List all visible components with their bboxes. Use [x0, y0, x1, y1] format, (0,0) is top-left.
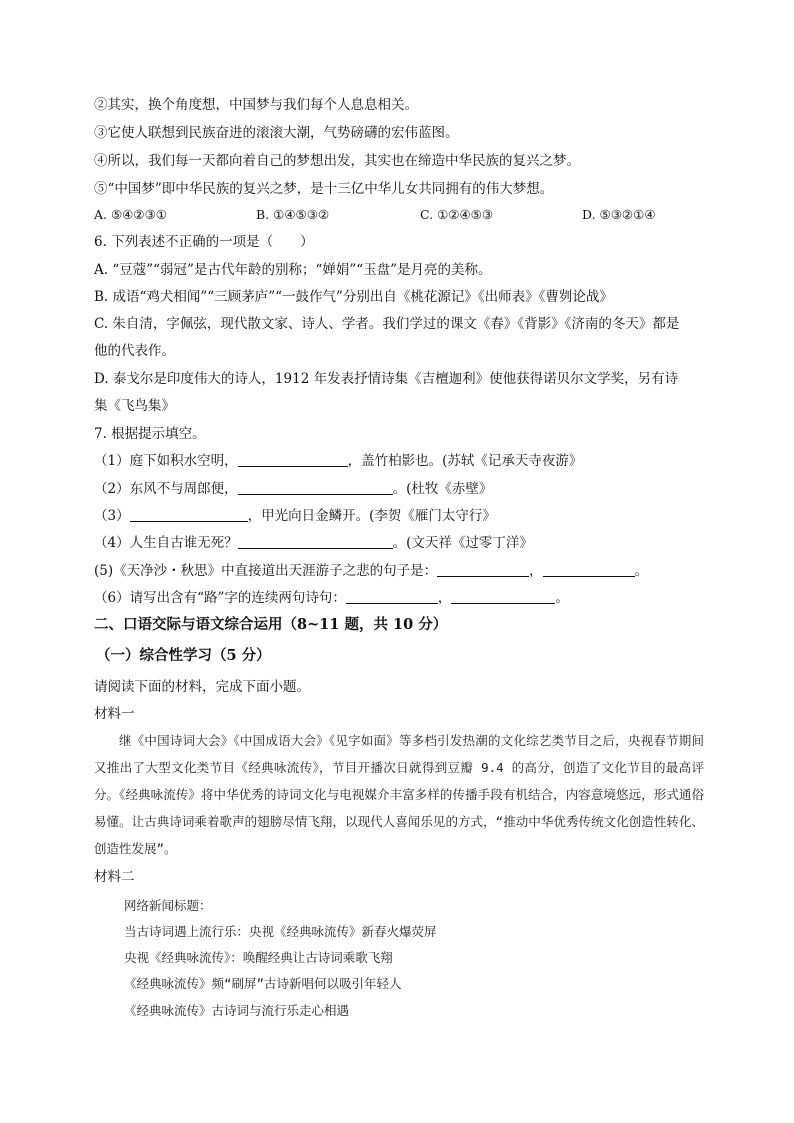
- q6-option-d-line1: D. 泰戈尔是印度伟大的诗人，1912 年发表抒情诗集《吉檀迦利》使他获得诺贝尔文学奖，另有诗: [94, 371, 679, 387]
- section-heading: 二、口语交际与语文综合运用（8~11 题，共 10 分）: [94, 616, 448, 633]
- q7-2-prefix: （2）东风不与周郎便，: [94, 481, 238, 497]
- material-1-paragraph: 继《中国诗词大会》《中国成语大会》《见字如面》等多档引发热潮的文化综艺类节目之后，央视春节期间又推出了大型文化类节目《经典咏流传》，节目开播次日就得到豆瓣 9.4 的高分，创造了文化节目的最高评分。《经典咏流传》将中华优秀的诗词文化与电视媒介丰富多样的传播手段有机结合，内容意境悠远，形式通俗易懂。让古典诗词乘着歌声的翅膀尽情飞翔，以现代人喜闻乐见的方式，“推动中华优秀传统文化创造性转化、创造性发展”。: [94, 733, 704, 856]
- q7-1-prefix: （1）庭下如积水空明，: [94, 453, 238, 469]
- q7-6-period: 。: [555, 590, 569, 606]
- sentence-3: ③它使人联想到民族奋进的滚滚大潮，气势磅礴的宏伟蓝图。: [94, 125, 459, 141]
- q7-item-4: [94, 533, 533, 553]
- answer-blank[interactable]: [238, 452, 348, 467]
- answer-blank[interactable]: [543, 562, 635, 577]
- q7-6-prefix: （6）请写出含有“路”字的连续两句诗句：: [94, 590, 346, 606]
- q6-option-c-line1: C. 朱自清，字佩弦，现代散文家、诗人、学者。我们学过的课文《春》《背影》《济南的冬天》都是: [94, 316, 680, 332]
- q7-item-3: [94, 506, 496, 526]
- answer-blank[interactable]: [451, 589, 555, 604]
- q7-item-5: [94, 561, 648, 581]
- q7-2-suffix: 。(杜牧《赤壁》: [392, 481, 493, 497]
- reading-instruction: 请阅读下面的材料，完成下面小题。: [94, 679, 310, 695]
- answer-blank[interactable]: [437, 562, 529, 577]
- subsection-heading: （一）综合性学习（5 分）: [96, 647, 271, 664]
- q6-option-c-line2: 他的代表作。: [94, 343, 175, 359]
- news-headline: 央视《经典咏流传》：唤醒经典让古诗词乘歌飞翔: [124, 950, 393, 965]
- q7-5-comma: ，: [529, 563, 543, 579]
- q7-item-1: [94, 451, 582, 471]
- material-1-text: [94, 727, 704, 862]
- answer-blank[interactable]: [238, 480, 393, 495]
- option-d: D. ⑤③②①④: [582, 207, 656, 222]
- q7-5-period: 。: [634, 563, 649, 579]
- option-b: B. ①④⑤③②: [256, 207, 330, 222]
- answer-blank[interactable]: [346, 589, 438, 604]
- answer-blank[interactable]: [130, 507, 248, 522]
- material-1-label: 材料一: [94, 706, 135, 722]
- news-headline: 当古诗词遇上流行乐：央视《经典咏流传》新春火爆荧屏: [124, 924, 437, 939]
- q7-4-prefix: （4）人生自古谁无死？: [94, 535, 238, 551]
- news-headline: 《经典咏流传》频“刷屏”古诗新唱何以吸引年轻人: [124, 976, 402, 991]
- answer-blank[interactable]: [238, 534, 393, 549]
- option-c: C. ①②④⑤③: [420, 207, 494, 222]
- q7-stem: 7. 根据提示填空。: [94, 426, 206, 442]
- sentence-2: ②其实，换个角度想，中国梦与我们每个人息息相关。: [94, 97, 418, 113]
- q7-item-6: [94, 588, 569, 608]
- q6-option-a: A. “豆蔻”“弱冠”是古代年龄的别称；“婵娟”“玉盘”是月亮的美称。: [94, 262, 492, 278]
- sentence-5: ⑤“中国梦”即中华民族的复兴之梦，是十三亿中华儿女共同拥有的伟大梦想。: [94, 181, 554, 197]
- sentence-4: ④所以，我们每一天都向着自己的梦想出发，其实也在缔造中华民族的复兴之梦。: [94, 153, 580, 169]
- news-title-label: 网络新闻标题：: [124, 898, 212, 913]
- news-headline: 《经典咏流传》古诗词与流行乐走心相遇: [124, 1003, 350, 1018]
- q7-4-suffix: 。(文天祥《过零丁洋》: [392, 535, 533, 551]
- q7-item-2: [94, 479, 492, 499]
- q6-stem: 6. 下列表述不正确的一项是（ ）: [94, 234, 314, 250]
- q7-5-prefix: (5)《天净沙・秋思》中直接道出天涯游子之悲的句子是：: [94, 563, 438, 579]
- q7-3-prefix: （3）: [94, 508, 130, 524]
- q6-option-d-line2: 集《飞鸟集》: [94, 398, 175, 414]
- q7-6-comma: ，: [437, 590, 452, 606]
- material-2-label: 材料二: [94, 869, 135, 885]
- q7-3-suffix: ，甲光向日金鳞开。(李贺《雁门太守行》: [247, 508, 496, 524]
- q6-option-b: B. 成语“鸡犬相闻”“三顾茅庐”“一鼓作气”分别出自《桃花源记》《出师表》《曹刿论战》: [94, 289, 613, 305]
- option-a: A. ⑤④②③①: [94, 207, 168, 222]
- q7-1-suffix: ，盖竹柏影也。(苏轼《记承天寺夜游》: [347, 453, 583, 469]
